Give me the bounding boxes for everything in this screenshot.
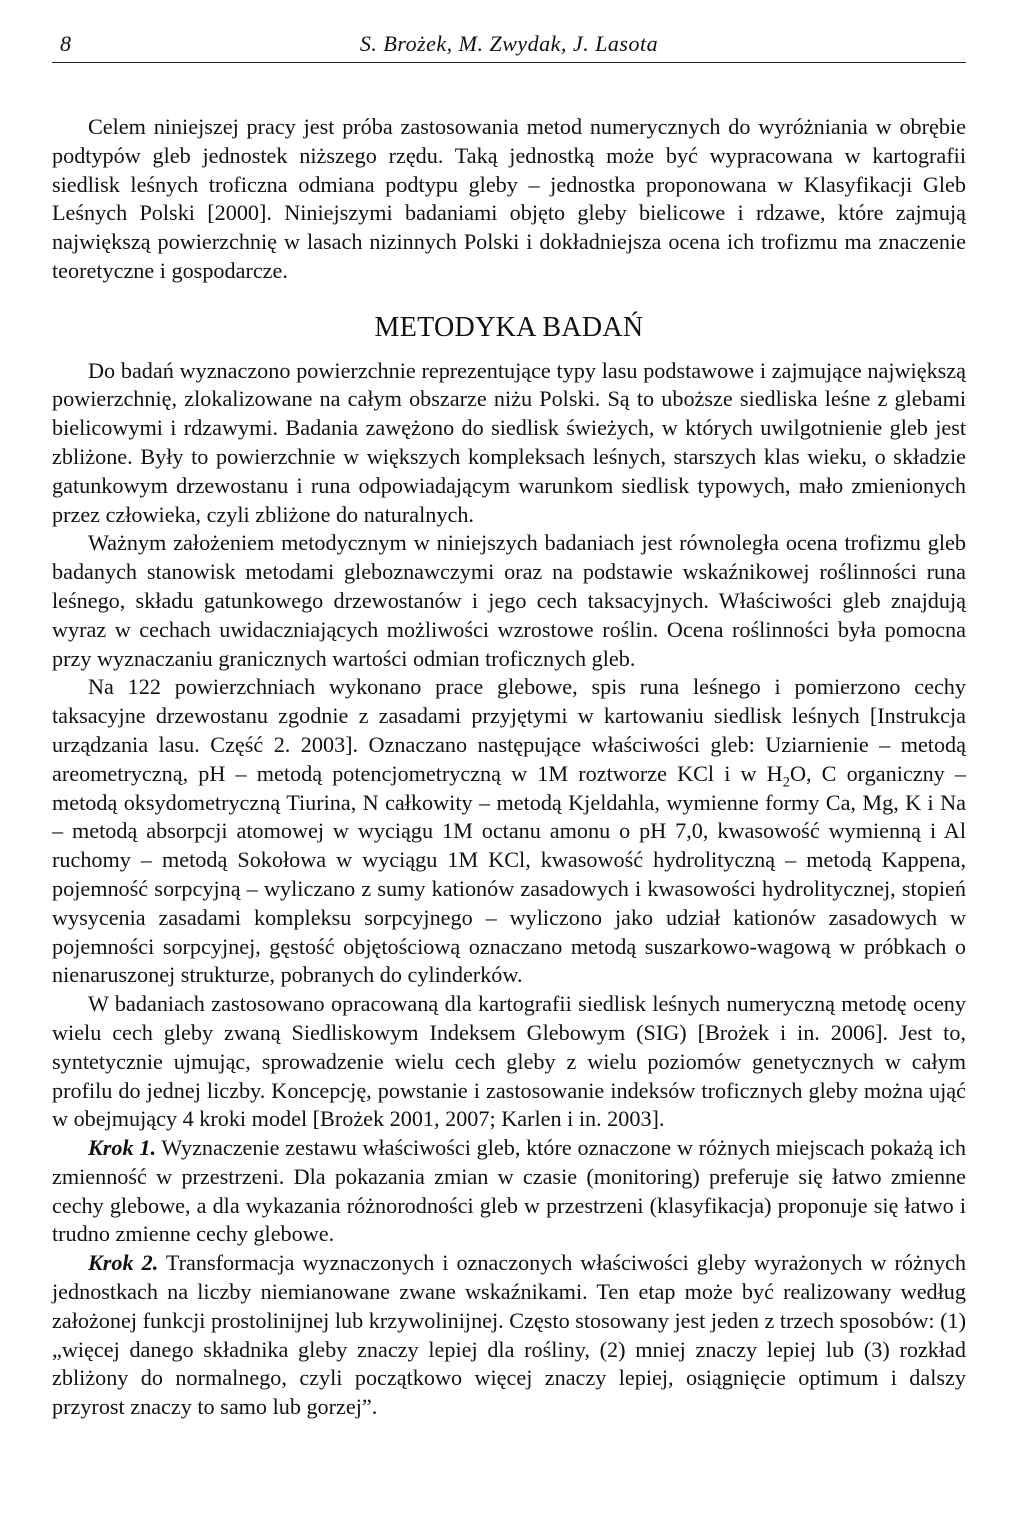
methods-paragraph-4: W badaniach zastosowano opracowaną dla kartografii siedlisk leśnych numeryczną metodę oceny wielu cech gleby zwaną Siedliskowym Indeksem Glebowym (SIG) [Brożek i in. 2006]. Jest to, syntetycznie ujmując, sprowadzenie wielu cech gleby z wielu poziomów genetycznych w całym profilu do jednej liczby. Koncepcję, powstanie i zastosowanie indeksów troficznych gleby można ująć w obejmujący 4 kroki model [Brożek 2001, 2007; Karlen i in. 2003]. [52, 991, 966, 1132]
running-header [52, 0, 966, 63]
section-title: METODYKA BADAŃ [374, 311, 644, 343]
krok-2-label: Krok 2. [88, 1250, 159, 1276]
krok-1-text: Wyznaczenie zestawu właściwości gleb, które oznaczone w różnych miejscach pokażą ich zmienność w przestrzeni. Dla pokazania zmian w czasie (monitoring) preferuje się łatwo zmienne cechy glebowe, a dla wykazania różnorodności gleb w przestrzeni (klasyfikacja) proponuje się łatwo i trudno zmienne cechy glebowe. [52, 1135, 966, 1247]
intro-paragraph: Celem niniejszej pracy jest próba zastosowania metod numerycznych do wyróżniania w obrębie podtypów gleb jednostek niższego rzędu. Taką jednostką może być wypracowana w kartografii siedlisk leśnych troficzna odmiana podtypu gleby – jednostka proponowana w Klasyfikacji Gleb Leśnych Polski [2000]. Niniejszymi badaniami objęto gleby bielicowe i rdzawe, które zajmują największą powierzchnię w lasach nizinnych Polski i dokładniejsza ocena ich trofizmu ma znaczenie teoretyczne i gospodarcze. [52, 114, 966, 283]
methods-paragraph-3 [52, 673, 966, 990]
running-title-authors: S. Brożek, M. Zwydak, J. Lasota [359, 31, 659, 56]
subscript-2: 2 [782, 774, 790, 791]
krok-2-text: Transformacja wyznaczonych i oznaczonych właściwości gleby wyrażonych w różnych jednostkach na liczby niemianowane zwane wskaźnikami. Ten etap może być realizowany według założonej funkcji prostolinijnej lub krzywolinijnej. Często stosowany jest jeden z trzech sposobów: (1) „więcej danego składnika gleby znaczy lepiej dla rośliny, (2) mniej znaczy lepiej lub (3) rozkład zbliżony do normalnego, czyli początkowo więcej znaczy lepiej, osiągnięcie optimum i dalszy przyrost znaczy to samo lub gorzej”. [52, 1250, 966, 1420]
methods-paragraph-3-part-a: Na 122 powierzchniach wykonano prace glebowe, spis runa leśnego i pomierzono cechy taksacyjne drzewostanu zgodnie z zasadami przyjętymi w kartowaniu siedlisk leśnych [Instrukcja urządzania lasu. Część 2. 2003]. Oznaczano następujące właściwości gleb: Uziarnienie – metodą areometryczną, pH – metodą potencjometryczną w 1M roztworze KCl i w H [52, 674, 966, 786]
krok-1-label: Krok 1. [88, 1135, 157, 1161]
page-number: 8 [60, 31, 71, 56]
body-text [52, 113, 966, 1422]
krok-1-paragraph [52, 1134, 966, 1249]
methods-paragraph-3-part-b: O, C organiczny – metodą oksydometryczną Tiurina, N całkowity – metodą Kjeldahla, wymienne formy Ca, Mg, K i Na – metodą absorpcji atomowej w wyciągu 1M octanu amonu o pH 7,0, kwasowość wymienną i Al ruchomy – metodą Sokołowa w wyciągu 1M KCl, kwasowość hydrolityczną – metodą Kappena, pojemność sorpcyjną – wyliczano z sumy kationów zasadowych i kwasowości hydrolitycznej, stopień wysycenia zasadami kompleksu sorpcyjnego – wyliczono jako udział kationów zasadowych w pojemności sorpcyjnej, gęstość objętościową oznaczano metodą suszarkowo-wagową w próbkach o nienaruszonej strukturze, pobranych do cylinderków. [52, 760, 966, 988]
methods-paragraph-1: Do badań wyznaczono powierzchnie reprezentujące typy lasu podstawowe i zajmujące największą powierzchnię, zlokalizowane na całym obszarze niżu Polski. Są to uboższe siedliska leśne z glebami bielicowymi i rdzawymi. Badania zawężono do siedlisk świeżych, w których uwilgotnienie gleb jest zbliżone. Były to powierzchnie w większych kompleksach leśnych, starszych klas wieku, o składzie gatunkowym drzewostanu i runa odpowiadającym warunkom siedlisk typowych, mało zmienionych przez człowieka, czyli zbliżone do naturalnych. [52, 357, 966, 527]
krok-2-paragraph [52, 1249, 966, 1422]
methods-paragraph-2: Ważnym założeniem metodycznym w niniejszych badaniach jest równoległa ocena trofizmu gleb badanych stanowisk metodami gleboznawczymi oraz na podstawie wskaźnikowej roślinności runa leśnego, składu gatunkowego drzewostanów i jego cech taksacyjnych. Właściwości gleb znajdują wyraz w cechach uwidaczniających możliwości wzrostowe roślin. Ocena roślinności była pomocna przy wyznaczaniu granicznych wartości odmian troficznych gleb. [52, 530, 966, 671]
